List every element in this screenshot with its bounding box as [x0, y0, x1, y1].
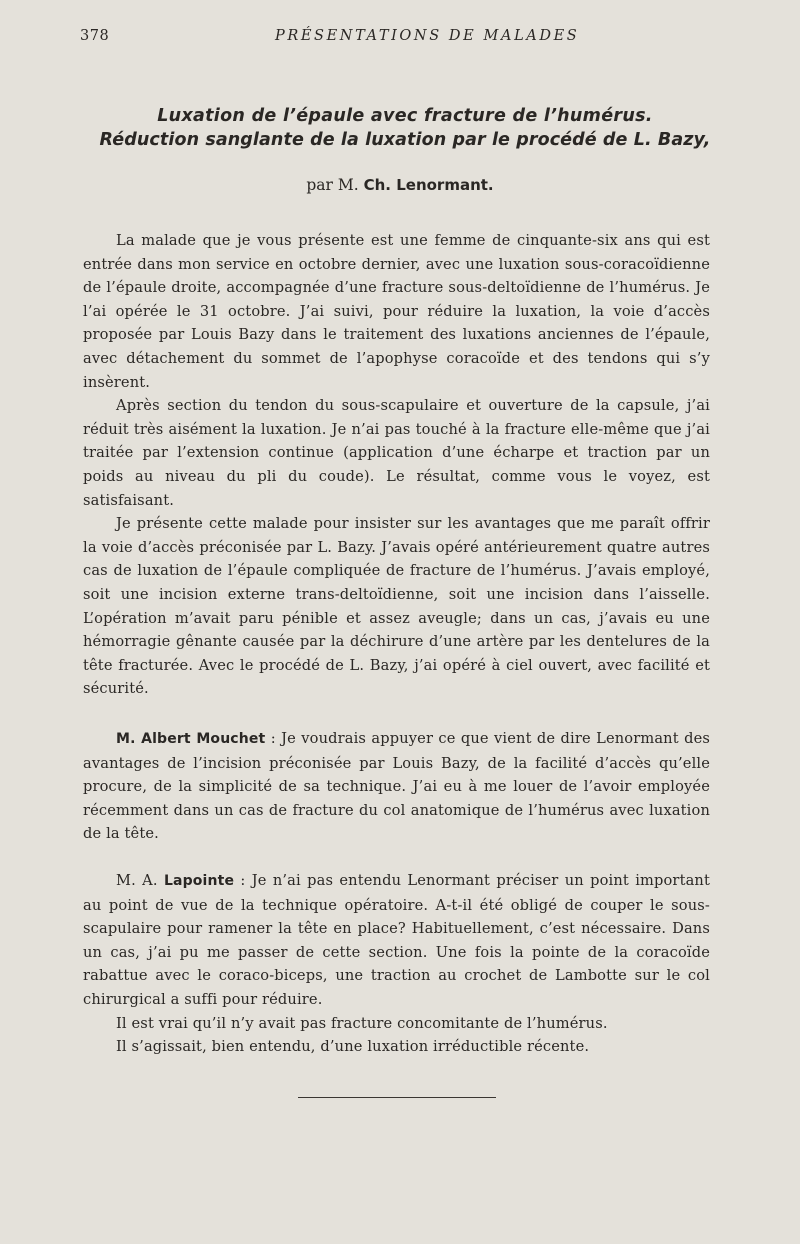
speaker-lapointe: Lapointe — [163, 873, 235, 889]
page-number: 378 — [80, 28, 110, 44]
lapointe-paragraph-3: Il s’agissait, bien entendu, d’une luxation irréductible récente. — [116, 1038, 590, 1056]
speaker-lapointe-prefix: M. A. — [116, 872, 158, 889]
lapointe-text: : Je n’ai pas entendu Lenormant préciser un point important au point de vue de la technique opératoire. A-t-il été obligé de couper le sous-scapulaire pour ramener la tête en place? Habituellement, c’est nécessaire. Dans un cas, j’ai pu me passer de cette section. Une fois la pointe de la coracoïde rabattue avec le coraco-biceps, une traction au crochet de Lambotte sur le col chirurgical a suffi pour réduire. — [83, 872, 710, 1008]
body-paragraph-2: Après section du tendon du sous-scapulaire et ouverture de la capsule, j’ai réduit très aisément la luxation. Je n’ai pas touché à la fracture elle-même que j’ai traitée par l’extension continue (application d’une écharpe et traction par un poids au niveau du pli du coude). Le résultat, comme vous le voyez, est satisfaisant. — [83, 397, 710, 509]
lapointe-paragraph-1 — [83, 869, 710, 1012]
speaker-mouchet: M. Albert Mouchet — [116, 731, 266, 747]
byline-prefix: par M. — [306, 176, 359, 194]
mouchet-paragraph — [83, 727, 710, 846]
running-title: PRÉSENTATIONS DE MALADES — [275, 28, 580, 44]
discussion-lapointe — [83, 869, 710, 1059]
end-rule — [298, 1097, 496, 1098]
byline-author: Ch. Lenormant. — [363, 176, 494, 194]
title-line-1: Luxation de l’épaule avec fracture de l’humérus. — [157, 106, 653, 126]
mouchet-text: : Je voudrais appuyer ce que vient de dire Lenormant des avantages de l’incision préconisée par Louis Bazy, de la facilité d’accès qu’elle procure, de la simplicité de sa technique. J’ai eu à me louer de l’avoir employée récemment dans un cas de fracture du col anatomique de l’humérus avec luxation de la tête. — [83, 730, 711, 843]
lapointe-paragraph-2: Il est vrai qu’il n’y avait pas fracture concomitante de l’humérus. — [116, 1014, 608, 1032]
running-head — [80, 28, 710, 50]
body-paragraph-1: La malade que je vous présente est une femme de cinquante-six ans qui est entrée dans mon service en octobre dernier, avec une luxation sous-coracoïdienne de l’épaule droite, accompagnée d’une fracture sous-deltoïdienne de l’humérus. Je l’ai opérée le 31 octobre. J’ai suivi, pour réduire la luxation, la voie d’accès proposée par Louis Bazy dans le traitement des luxations anciennes de l’épaule, avec détachement du sommet de l’apophyse coracoïde et des tendons qui s’y insèrent. — [83, 232, 710, 391]
body-paragraph-3: Je présente cette malade pour insister sur les avantages que me paraît offrir la voie d’accès préconisée par L. Bazy. J’avais opéré antérieurement quatre autres cas de luxation de l’épaule compliquée de fracture de l’humérus. J’avais employé, soit une incision externe trans-deltoïdienne, soit une incision dans l’aisselle. L’opération m’avait paru pénible et assez aveugle; dans un cas, j’avais eu une hémorragie gênante causée par la déchirure d’une artère par les dentelures de la tête fracturée. Avec le procédé de L. Bazy, j’ai opéré à ciel ouvert, avec facilité et sécurité. — [83, 515, 710, 698]
article-title — [80, 104, 730, 152]
discussion-mouchet — [83, 727, 710, 846]
title-line-2: Réduction sanglante de la luxation par le procédé de L. Bazy, — [99, 130, 711, 150]
presentation-body — [83, 229, 710, 701]
byline — [80, 174, 720, 196]
